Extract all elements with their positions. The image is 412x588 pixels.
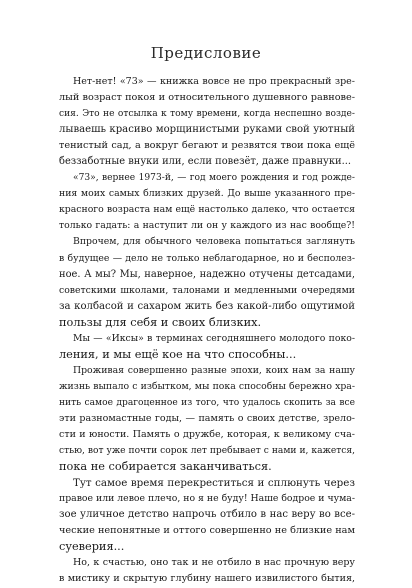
text-line: за колбасой и сахаром жить без какой-либо ощутимой <box>59 300 355 312</box>
text-line: лываешь красиво морщинистыми руками свой уютный <box>59 124 355 136</box>
text-line: ния моих самых близких друзей. До выше указанного пре- <box>59 188 355 200</box>
text-line: суеверия... <box>59 540 125 554</box>
text-line: ческие непонятные и оттого совершенно не близкие нам <box>59 525 355 537</box>
text-line: Тут самое время перекреститься и сплюнуть через <box>73 477 355 490</box>
text-line: красного возраста нам ещё настолько далеко, что остается <box>59 204 355 216</box>
text-line: стью, вот уже почти сорок лет пребывает с нами и, кажется, <box>59 446 355 457</box>
text-line: тенистый сад, а вокруг бегают и резвятся твои пока ещё <box>59 140 355 152</box>
text-line: ное. А мы? Мы, наверное, надежно отучены детсадами, <box>59 268 355 280</box>
text-line: нить самое драгоценное из того, что удалось скопить за все <box>59 397 355 408</box>
text-line: эти разномастные годы, — память о своих детстве, зрело- <box>59 412 355 424</box>
text-line: в будущее — дело не только неблагодарное, но и бесполез- <box>59 252 355 264</box>
text-line: зое уличное детство напрочь отбило в нас веру во все- <box>59 509 355 521</box>
text-line: пользы для себя и своих близких. <box>59 315 262 329</box>
body-text <box>59 74 355 588</box>
text-line: правое или левое плечо, но я не буду! Наше бодрое и чума- <box>59 493 355 505</box>
text-line: жизнь выпало с избытком, мы пока способны бережно хра- <box>59 380 355 392</box>
text-line: советскими школами, талонами и медленными очередями <box>59 284 355 296</box>
text-line: сти и юности. Память о дружбе, которая, к великому сча- <box>59 429 355 441</box>
page-title: Предисловие <box>150 44 262 62</box>
text-line: Проживая совершенно разные эпохи, коих нам за нашу <box>73 364 355 376</box>
text-line: лый возраст покоя и относительного душевного равнове- <box>59 92 355 104</box>
text-line: Впрочем, для обычного человека попытаться заглянуть <box>73 236 355 248</box>
text-line: Мы — «Иксы» в терминах сегодняшнего молодого поко- <box>73 332 355 344</box>
text-line: Но, к счастью, оно так и не отбило в нас прочную веру <box>73 557 355 569</box>
text-line: в мистику и скрытую глубину нашего извилистого бытия, <box>59 573 355 585</box>
text-line: только гадать: а наступит ли он у каждого из нас вообще?! <box>59 220 355 232</box>
text-line: беззаботные внуки или, если повезёт, даже правнуки... <box>59 156 352 168</box>
text-line: сия. Это не отсылка к тому времени, когда неспешно возде- <box>59 109 355 120</box>
text-line: «73», вернее 1973-й, — год моего рождения и год рожде- <box>73 173 355 184</box>
text-line: пока не собирается заканчиваться. <box>59 460 272 474</box>
text-line: ления, и мы ещё кое на что способны... <box>59 347 297 361</box>
text-line: Нет-нет! «73» — книжка вовсе не про прекрасный зре- <box>73 76 355 87</box>
